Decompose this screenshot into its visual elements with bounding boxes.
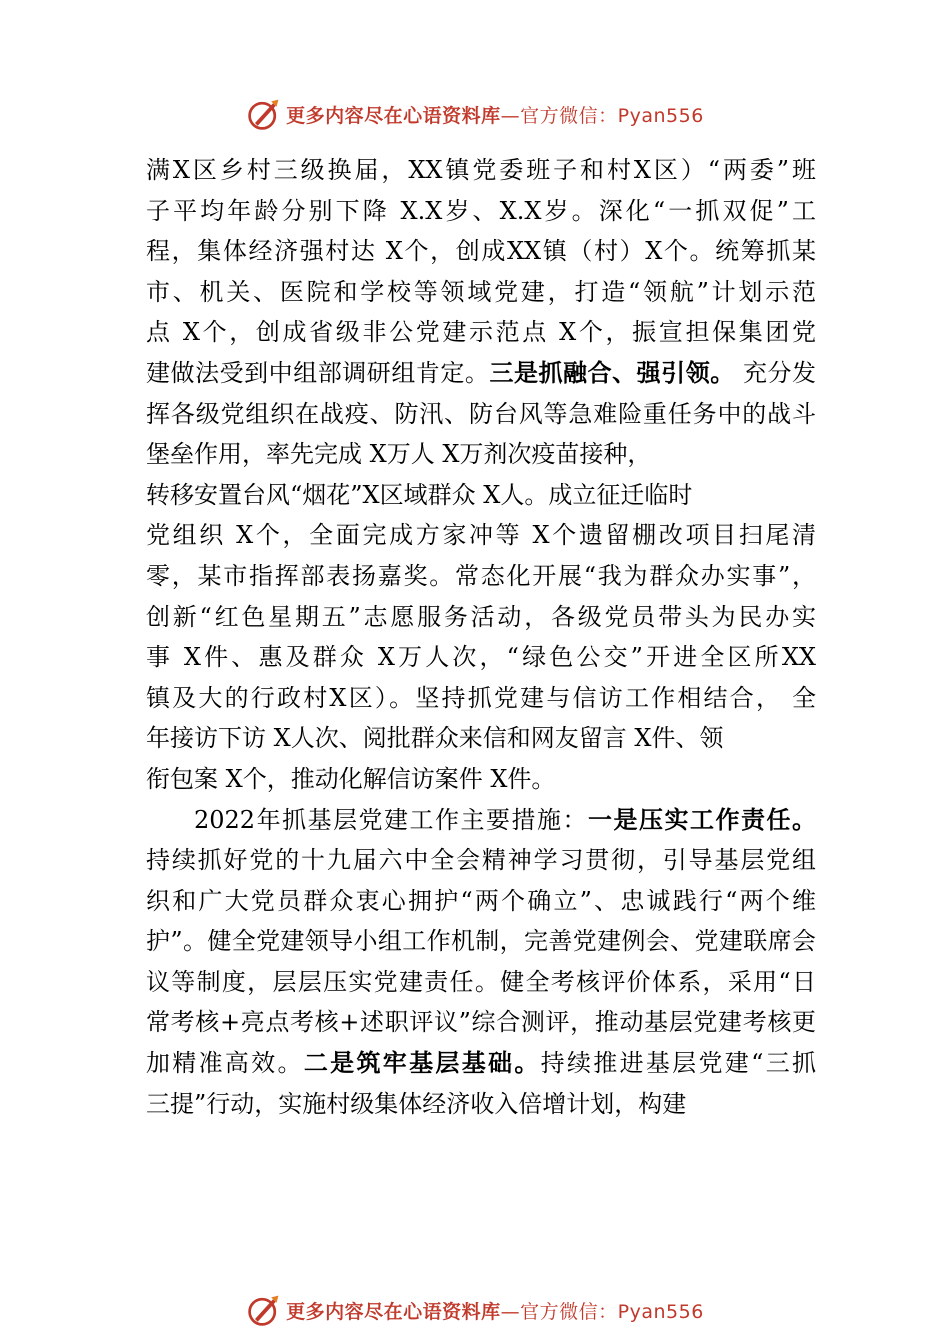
body-text: 护”。健全党建领导小组工作机制，完善党建例会、党建联席会 — [146, 927, 816, 956]
text-line — [146, 231, 816, 272]
header-banner — [0, 94, 950, 134]
banner-contact: —官方微信：Pyan556 — [500, 1300, 704, 1323]
text-line — [146, 515, 816, 556]
text-line — [146, 475, 816, 516]
bold-heading-text: 一是压实工作责任。 — [588, 804, 816, 834]
body-text: 衔包案 X个，推动化解信访案件 X件。 — [146, 764, 556, 793]
body-text: 堡垒作用，率先完成 X万人 X万剂次疫苗接种， — [146, 440, 652, 469]
text-line — [146, 272, 816, 313]
bold-heading-text: 二是筑牢基层基础。 — [303, 1048, 541, 1078]
text-line — [146, 881, 816, 922]
text-line — [146, 840, 816, 881]
bold-heading-text: 三是抓融合、强引领。 — [489, 357, 735, 387]
quill-logo-icon — [246, 1292, 282, 1328]
banner-title: 更多内容尽在心语资料库 — [286, 1300, 501, 1323]
text-line — [146, 191, 816, 232]
text-line — [146, 1084, 816, 1125]
body-text: 转移安置台风“烟花”X区域群众 X人。成立征迁临时 — [146, 480, 693, 509]
text-line — [146, 434, 816, 475]
body-text: 织和广大党员群众衷心拥护“两个确立”、忠诚践行“两个维 — [146, 886, 816, 915]
text-line — [146, 718, 816, 759]
body-text: 点 X个，创成省级非公党建示范点 X个，振宣担保集团党 — [146, 318, 816, 347]
text-line — [146, 678, 816, 719]
text-line — [146, 1002, 816, 1043]
body-text: 三提”行动，实施村级集体经济收入倍增计划，构建 — [146, 1089, 687, 1118]
body-text: 程，集体经济强村达 X个，创成XX镇（村）X个。统筹抓某 — [146, 237, 816, 266]
body-text: 建做法受到中组部调研组肯定。 — [146, 358, 490, 387]
body-text: 创新“红色星期五”志愿服务活动，各级党员带头为民办实 — [146, 602, 816, 631]
body-text: 常考核+亮点考核+述职评议”综合测评，推动基层党建考核更 — [146, 1008, 816, 1037]
body-text: 党组织 X个，全面完成方家冲等 X个遗留棚改项目扫尾清 — [146, 521, 816, 550]
body-text: 议等制度，层层压实党建责任。健全考核评价体系，采用“日 — [146, 967, 816, 996]
body-text: 加精准高效。 — [146, 1049, 304, 1078]
body-text: 挥各级党组织在战疫、防汛、防台风等急难险重任务中的战斗 — [146, 399, 816, 428]
text-line — [146, 556, 816, 597]
body-text: 市、机关、医院和学校等领域党建，打造“领航”计划示范 — [146, 277, 816, 306]
banner-title: 更多内容尽在心语资料库 — [286, 104, 501, 127]
text-line — [146, 962, 816, 1003]
banner-contact: —官方微信：Pyan556 — [500, 104, 704, 127]
text-line — [146, 921, 816, 962]
body-text: 持续推进基层党建“三抓 — [540, 1049, 816, 1078]
body-text: 事 X件、惠及群众 X万人次，“绿色公交”开进全区所XX — [146, 643, 816, 672]
body-text: 零，某市指挥部表扬嘉奖。常态化开展“我为群众办实事”， — [146, 561, 816, 590]
body-text: 充分发 — [734, 358, 816, 387]
body-text: 2022年抓基层党建工作主要措施： — [194, 805, 589, 834]
document-body — [146, 150, 816, 1124]
text-line — [146, 150, 816, 191]
text-line — [146, 800, 816, 841]
body-text: 子平均年龄分别下降 X.X岁、X.X岁。深化“一抓双促”工 — [146, 196, 816, 225]
footer-banner — [0, 1290, 950, 1330]
text-line — [146, 637, 816, 678]
text-line — [146, 353, 816, 394]
text-line — [146, 759, 816, 800]
body-text: 持续抓好党的十九届六中全会精神学习贯彻，引导基层党组 — [146, 846, 816, 875]
text-line — [146, 312, 816, 353]
text-line — [146, 1043, 816, 1084]
body-text: 年接访下访 X人次、阅批群众来信和网友留言 X件、领 — [146, 724, 724, 753]
body-text: 满X区乡村三级换届，XX镇党委班子和村X区）“两委”班 — [146, 156, 816, 184]
text-line — [146, 394, 816, 435]
body-text: 镇及大的行政村X区）。坚持抓党建与信访工作相结合， 全 — [146, 683, 816, 712]
quill-logo-icon — [246, 96, 282, 132]
text-line — [146, 597, 816, 638]
